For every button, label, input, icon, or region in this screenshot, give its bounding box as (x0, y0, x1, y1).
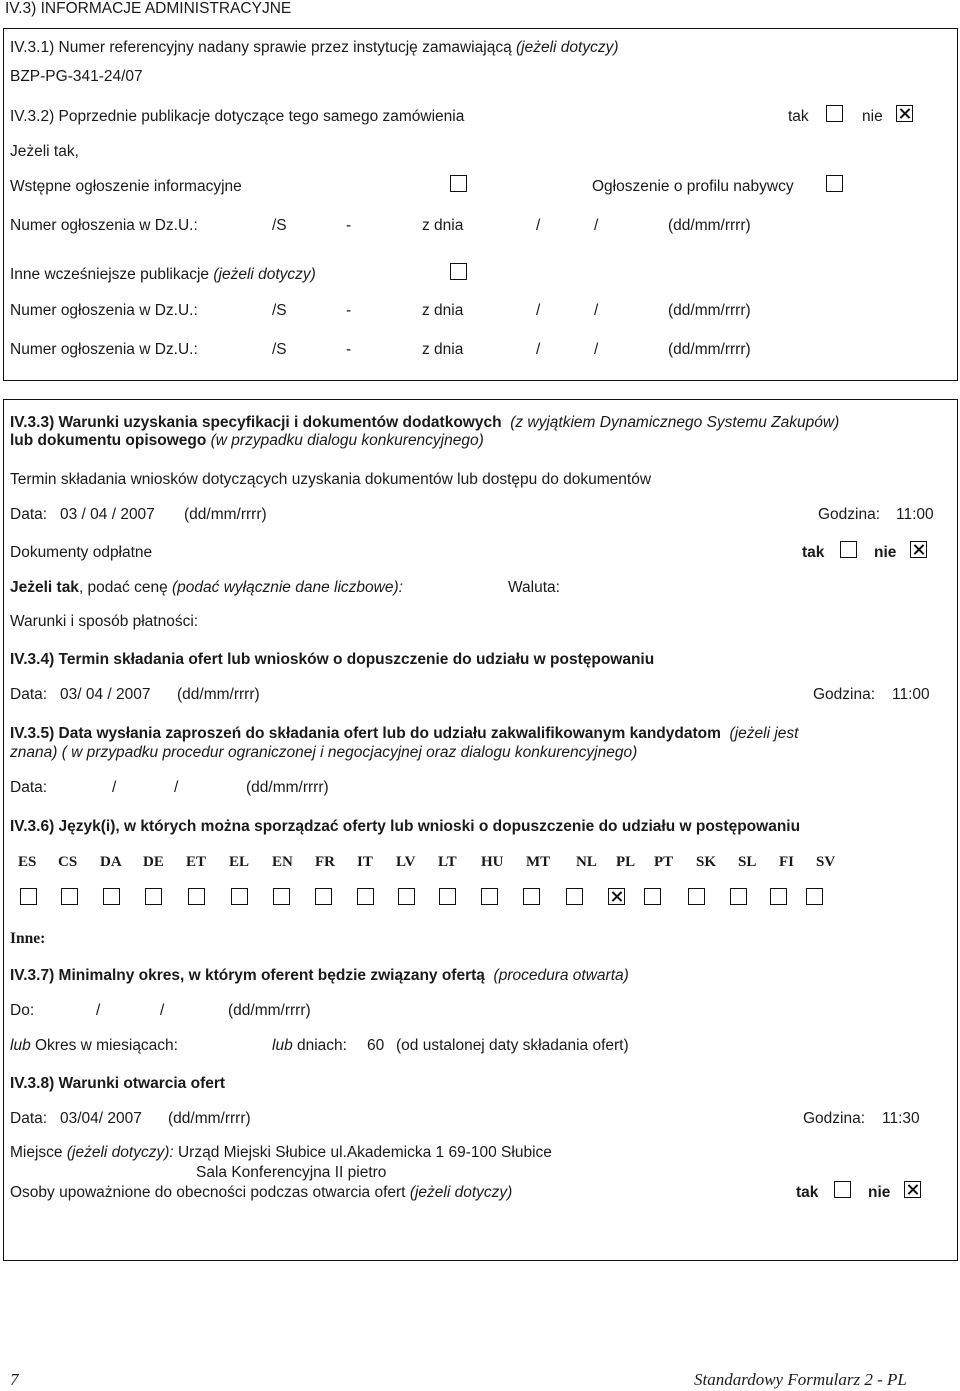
language-checkbox-fi[interactable] (770, 888, 787, 905)
invitation-date-format: (dd/mm/rrrr) (246, 779, 329, 796)
binding-months-label: lub Okres w miesiącach: (10, 1037, 178, 1054)
language-checkbox-nl[interactable] (566, 888, 583, 905)
ref-number-label: IV.3.1) Numer referencyjny nadany sprawie przez instytucję zamawiającą (jeżeli dotyczy) (10, 39, 619, 56)
language-code-hu: HU (481, 854, 504, 870)
docs-date-value: 03 / 04 / 2007 (60, 506, 155, 523)
offer-time-value: 11:00 (892, 686, 930, 703)
notice-from-date: z dnia (422, 302, 464, 319)
section-iv3-box (3, 28, 958, 381)
page-number: 7 (10, 1370, 19, 1389)
language-checkbox-da[interactable] (103, 888, 120, 905)
binding-to-label: Do: (10, 1002, 35, 1019)
other-languages-label: Inne: (10, 930, 46, 947)
language-checkbox-sv[interactable] (806, 888, 823, 905)
language-code-pt: PT (654, 854, 674, 870)
notice-number-label: Numer ogłoszenia w Dz.U.: (10, 217, 198, 234)
language-checkbox-mt[interactable] (523, 888, 540, 905)
notice-date-format: (dd/mm/rrrr) (668, 217, 751, 234)
language-code-it: IT (357, 854, 373, 870)
docs-time-label: Godzina: (818, 506, 881, 523)
paid-tak-label: tak (802, 544, 825, 561)
offer-date-label: Data: (10, 686, 48, 703)
paid-nie-label: nie (874, 544, 897, 561)
notice-slash: / (536, 217, 541, 234)
language-checkbox-it[interactable] (357, 888, 374, 905)
notice-number-label: Numer ogłoszenia w Dz.U.: (10, 302, 198, 319)
notice-slash: / (594, 341, 599, 358)
language-checkbox-fr[interactable] (315, 888, 332, 905)
invitation-date-heading: IV.3.5) Data wysłania zaproszeń do składania ofert lub do udziału zakwalifikowanym kandydatom (jeżeli jest (10, 725, 799, 742)
language-code-el: EL (229, 854, 250, 870)
opening-place-label: Miejsce (jeżeli dotyczy): Urząd Miejski Słubice ul.Akademicka 1 69-100 Słubice (10, 1144, 552, 1161)
notice-slash: / (536, 341, 541, 358)
notice-slash: / (536, 302, 541, 319)
invitation-slash: / (112, 779, 117, 796)
opening-date-label: Data: (10, 1110, 48, 1127)
other-publications-label: Inne wcześniejsze publikacje (jeżeli dotyczy) (10, 266, 316, 283)
language-checkbox-pl[interactable] (608, 888, 625, 905)
preliminary-notice-label: Wstępne ogłoszenie informacyjne (10, 178, 242, 195)
language-code-fi: FI (779, 854, 794, 870)
language-checkbox-pt[interactable] (644, 888, 661, 905)
language-checkbox-en[interactable] (273, 888, 290, 905)
binding-days-value: 60 (367, 1037, 385, 1054)
notice-dash: - (346, 302, 352, 319)
binding-date-format: (dd/mm/rrrr) (228, 1002, 311, 1019)
language-code-fr: FR (315, 854, 335, 870)
opening-time-label: Godzina: (803, 1110, 866, 1127)
language-code-da: DA (100, 854, 122, 870)
language-checkbox-el[interactable] (231, 888, 248, 905)
ref-number-value: BZP-PG-341-24/07 (10, 68, 143, 85)
opening-persons-label: Osoby upoważnione do obecności podczas otwarcia ofert (jeżeli dotyczy) (10, 1184, 513, 1201)
currency-label: Waluta: (508, 579, 560, 596)
notice-from-date: z dnia (422, 341, 464, 358)
persons-nie-label: nie (868, 1184, 891, 1201)
prev-publications-label: IV.3.2) Poprzednie publikacje dotyczące tego samego zamówienia (10, 108, 465, 125)
paid-tak-checkbox[interactable] (840, 541, 857, 558)
binding-period-heading: IV.3.7) Minimalny okres, w którym oferent będzie związany ofertą (procedura otwarta) (10, 967, 629, 984)
notice-slash: / (594, 217, 599, 234)
opening-place-line2: Sala Konferencyjna II pietro (196, 1164, 387, 1181)
persons-nie-checkbox[interactable] (904, 1181, 921, 1198)
section-heading: IV.3) INFORMACJE ADMINISTRACYJNE (5, 0, 292, 17)
opening-date-format: (dd/mm/rrrr) (168, 1110, 251, 1127)
buyer-profile-label: Ogłoszenie o profilu nabywcy (592, 178, 794, 195)
language-code-et: ET (186, 854, 207, 870)
language-code-sl: SL (738, 854, 757, 870)
language-checkbox-de[interactable] (145, 888, 162, 905)
language-checkbox-lt[interactable] (439, 888, 456, 905)
paid-docs-label: Dokumenty odpłatne (10, 544, 153, 561)
language-code-lt: LT (438, 854, 457, 870)
notice-date-format: (dd/mm/rrrr) (668, 302, 751, 319)
other-publications-checkbox[interactable] (450, 263, 467, 280)
opening-date-value: 03/04/ 2007 (60, 1110, 142, 1127)
notice-dash: - (346, 341, 352, 358)
invitation-slash: / (174, 779, 179, 796)
opening-conditions-heading: IV.3.8) Warunki otwarcia ofert (10, 1075, 226, 1092)
offer-deadline-heading: IV.3.4) Termin składania ofert lub wniosków o dopuszczenie do udziału w postępowaniu (10, 651, 655, 668)
binding-days-note: (od ustalonej daty składania ofert) (396, 1037, 629, 1054)
paid-nie-checkbox[interactable] (910, 541, 927, 558)
notice-from-date: z dnia (422, 217, 464, 234)
invitation-date-label: Data: (10, 779, 48, 796)
language-code-sk: SK (696, 854, 717, 870)
language-checkbox-sl[interactable] (730, 888, 747, 905)
language-code-cs: CS (58, 854, 78, 870)
language-checkbox-lv[interactable] (398, 888, 415, 905)
prev-tak-label: tak (788, 108, 809, 125)
language-checkbox-cs[interactable] (61, 888, 78, 905)
price-label: Jeżeli tak, podać cenę (podać wyłącznie dane liczbowe): (10, 579, 403, 596)
notice-slash: / (594, 302, 599, 319)
language-code-es: ES (18, 854, 37, 870)
notice-slash-s: /S (272, 302, 287, 319)
prev-nie-label: nie (862, 108, 883, 125)
form-name: Standardowy Formularz 2 - PL (694, 1370, 907, 1389)
notice-dash: - (346, 217, 352, 234)
language-code-mt: MT (526, 854, 551, 870)
language-code-pl: PL (616, 854, 636, 870)
buyer-profile-checkbox[interactable] (826, 175, 843, 192)
docs-conditions-heading-line2: lub dokumentu opisowego (w przypadku dialogu konkurencyjnego) (10, 432, 484, 449)
binding-days-label: lub dniach: (272, 1037, 347, 1054)
notice-number-label: Numer ogłoszenia w Dz.U.: (10, 341, 198, 358)
language-checkbox-es[interactable] (20, 888, 37, 905)
preliminary-notice-checkbox[interactable] (450, 175, 467, 192)
languages-heading: IV.3.6) Język(i), w których można sporządzać oferty lub wnioski o dopuszczenie do udziału w postępowaniu (10, 818, 801, 835)
language-code-de: DE (143, 854, 164, 870)
language-checkbox-hu[interactable] (481, 888, 498, 905)
payment-conditions-label: Warunki i sposób płatności: (10, 613, 199, 630)
offer-time-label: Godzina: (813, 686, 876, 703)
binding-slash: / (96, 1002, 101, 1019)
if-yes-label: Jeżeli tak, (10, 143, 79, 160)
notice-slash-s: /S (272, 341, 287, 358)
language-code-sv: SV (816, 854, 836, 870)
docs-time-value: 11:00 (896, 506, 934, 523)
notice-date-format: (dd/mm/rrrr) (668, 341, 751, 358)
offer-date-format: (dd/mm/rrrr) (177, 686, 260, 703)
docs-date-label: Data: (10, 506, 48, 523)
docs-conditions-heading: IV.3.3) Warunki uzyskania specyfikacji i dokumentów dodatkowych (z wyjątkiem Dynamicznego Systemu Zakupów) (10, 414, 840, 431)
language-code-en: EN (272, 854, 293, 870)
language-checkbox-sk[interactable] (688, 888, 705, 905)
language-code-nl: NL (576, 854, 597, 870)
offer-date-value: 03/ 04 / 2007 (60, 686, 151, 703)
persons-tak-checkbox[interactable] (834, 1181, 851, 1198)
persons-tak-label: tak (796, 1184, 819, 1201)
prev-tak-checkbox[interactable] (826, 105, 843, 122)
language-code-lv: LV (396, 854, 416, 870)
notice-slash-s: /S (272, 217, 287, 234)
docs-date-format: (dd/mm/rrrr) (184, 506, 267, 523)
opening-time-value: 11:30 (882, 1110, 920, 1127)
binding-slash: / (160, 1002, 165, 1019)
docs-deadline-label: Termin składania wniosków dotyczących uzyskania dokumentów lub dostępu do dokumentów (10, 471, 652, 488)
language-checkbox-et[interactable] (188, 888, 205, 905)
prev-nie-checkbox[interactable] (896, 105, 913, 122)
invitation-date-heading-line2: znana) ( w przypadku procedur ograniczonej i negocjacyjnej oraz dialogu konkurencyjnego) (10, 744, 638, 761)
